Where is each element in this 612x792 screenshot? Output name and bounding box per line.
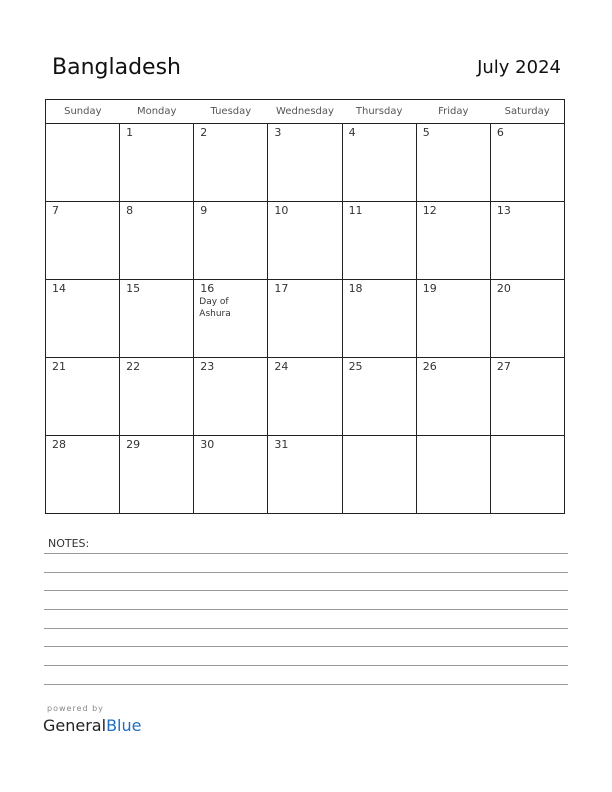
note-line bbox=[44, 665, 568, 666]
note-line bbox=[44, 553, 568, 554]
calendar-day-cell bbox=[268, 202, 342, 280]
note-line bbox=[44, 684, 568, 685]
weekday-saturday: Saturday bbox=[490, 100, 564, 124]
calendar-day-cell bbox=[268, 436, 342, 514]
country-title: Bangladesh bbox=[52, 55, 181, 80]
day-number: 25 bbox=[348, 360, 363, 373]
calendar-week-row bbox=[46, 280, 565, 358]
day-number: 8 bbox=[126, 204, 134, 217]
note-line bbox=[44, 646, 568, 647]
day-number: 13 bbox=[496, 204, 511, 217]
calendar-day-cell bbox=[490, 436, 564, 514]
weekday-header-row bbox=[46, 100, 565, 124]
calendar-day-cell bbox=[194, 358, 268, 436]
day-number: 4 bbox=[348, 126, 356, 139]
calendar-day-cell bbox=[416, 202, 490, 280]
day-number: 10 bbox=[274, 204, 289, 217]
calendar-day-cell bbox=[194, 436, 268, 514]
day-number: 30 bbox=[200, 438, 215, 451]
day-number: 9 bbox=[200, 204, 208, 217]
notes-label: NOTES: bbox=[48, 537, 90, 550]
brand-blue: Blue bbox=[106, 716, 142, 735]
calendar-week-row bbox=[46, 124, 565, 202]
day-number: 11 bbox=[348, 204, 363, 217]
day-number: 20 bbox=[496, 282, 511, 295]
month-year-label: July 2024 bbox=[477, 57, 561, 78]
calendar-week-row bbox=[46, 202, 565, 280]
calendar-day-cell bbox=[490, 124, 564, 202]
brand-general: General bbox=[43, 716, 107, 735]
calendar-day-cell bbox=[490, 202, 564, 280]
calendar-day-cell bbox=[416, 358, 490, 436]
calendar-day-cell bbox=[416, 280, 490, 358]
day-number: 16 bbox=[200, 282, 215, 295]
calendar-day-cell bbox=[342, 202, 416, 280]
day-number: 3 bbox=[274, 126, 282, 139]
calendar-day-cell bbox=[46, 124, 120, 202]
calendar-week-row bbox=[46, 436, 565, 514]
day-number: 31 bbox=[274, 438, 289, 451]
weekday-sunday: Sunday bbox=[46, 100, 120, 124]
calendar-day-cell bbox=[342, 280, 416, 358]
day-number: 18 bbox=[348, 282, 363, 295]
day-number: 19 bbox=[422, 282, 437, 295]
calendar-day-cell bbox=[120, 124, 194, 202]
day-number: 17 bbox=[274, 282, 289, 295]
day-number: 23 bbox=[200, 360, 215, 373]
day-number: 29 bbox=[126, 438, 141, 451]
calendar-day-cell bbox=[120, 202, 194, 280]
calendar-day-cell bbox=[194, 280, 268, 358]
calendar-day-cell bbox=[342, 358, 416, 436]
note-line bbox=[44, 628, 568, 629]
weekday-tuesday: Tuesday bbox=[194, 100, 268, 124]
day-number: 7 bbox=[52, 204, 59, 217]
calendar-day-cell bbox=[268, 124, 342, 202]
day-number: 28 bbox=[52, 438, 66, 451]
weekday-thursday: Thursday bbox=[342, 100, 416, 124]
calendar-day-cell bbox=[342, 124, 416, 202]
day-number: 14 bbox=[52, 282, 66, 295]
day-number: 2 bbox=[200, 126, 208, 139]
calendar-grid bbox=[45, 99, 565, 514]
calendar-day-cell bbox=[46, 280, 120, 358]
day-number: 26 bbox=[422, 360, 437, 373]
calendar-day-cell bbox=[416, 436, 490, 514]
day-number: 21 bbox=[52, 360, 66, 373]
calendar-day-cell bbox=[120, 436, 194, 514]
calendar-day-cell bbox=[120, 358, 194, 436]
weekday-wednesday: Wednesday bbox=[268, 100, 342, 124]
day-number: 27 bbox=[496, 360, 511, 373]
generalblue-logo[interactable] bbox=[43, 716, 141, 735]
calendar-day-cell bbox=[416, 124, 490, 202]
calendar-day-cell bbox=[490, 280, 564, 358]
day-number: 15 bbox=[126, 282, 141, 295]
day-number: 5 bbox=[422, 126, 430, 139]
note-line bbox=[44, 590, 568, 591]
day-number: 12 bbox=[422, 204, 437, 217]
calendar-day-cell bbox=[268, 358, 342, 436]
calendar-week-row bbox=[46, 358, 565, 436]
calendar-day-cell bbox=[46, 436, 120, 514]
calendar-day-cell bbox=[490, 358, 564, 436]
calendar-day-cell bbox=[46, 202, 120, 280]
calendar-day-cell bbox=[194, 124, 268, 202]
day-number: 6 bbox=[496, 126, 504, 139]
calendar-day-cell bbox=[342, 436, 416, 514]
note-line bbox=[44, 572, 568, 573]
weekday-friday: Friday bbox=[416, 100, 490, 124]
holiday-label: Day of Ashura bbox=[199, 297, 231, 319]
calendar-day-cell bbox=[194, 202, 268, 280]
day-number: 22 bbox=[126, 360, 141, 373]
calendar-day-cell bbox=[120, 280, 194, 358]
note-line bbox=[44, 609, 568, 610]
weekday-monday: Monday bbox=[120, 100, 194, 124]
day-number: 24 bbox=[274, 360, 289, 373]
day-number: 1 bbox=[126, 126, 134, 139]
calendar-day-cell bbox=[46, 358, 120, 436]
calendar-day-cell bbox=[268, 280, 342, 358]
powered-by-text: powered by bbox=[47, 704, 104, 713]
